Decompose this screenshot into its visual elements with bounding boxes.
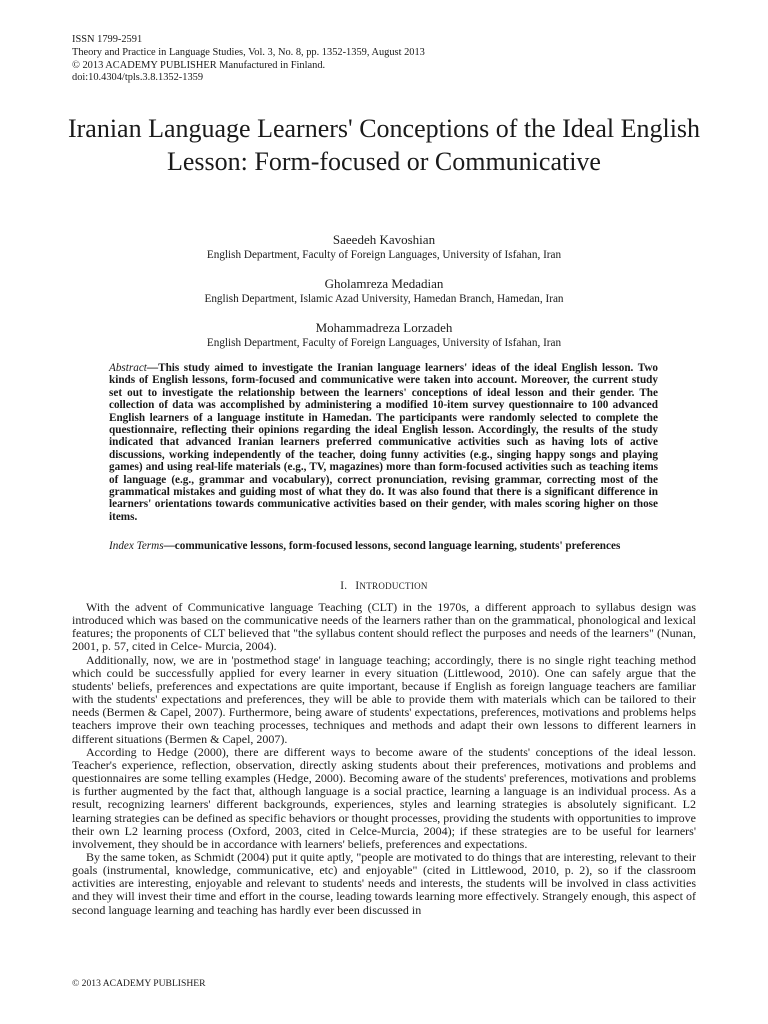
abstract xyxy=(109,362,658,523)
abstract-text: —This study aimed to investigate the Iranian language learners' ideas of the ideal English lesson. Two kinds of English lessons, form-focused and communicative were taken into account. Moreover, the current study set out to investigate the relationship between the learners' conceptions of ideal lesson and their gender. The collection of data was accomplished by administering a modified 10-item survey questionnaire to 100 advanced English learners of a language institute in Hamedan. The participants were randomly selected to complete the questionnaire, reflecting their opinions regarding the ideal English lesson. Accordingly, the results of the study indicated that advanced Iranian learners preferred communicative activities such as having lots of active discussions, working independently of the teacher, doing funny activities (e.g., singing happy songs and playing games) and using real-life materials (e.g., TV, magazines) more than form-focused activities such as teaching items of language (e.g., grammar and vocabulary), correct pronunciation, revising grammar, correcting most of the grammatical mistakes and guiding most of what they do. It was also found that there is a significant difference in learners' orientations towards communicative activities based on their gender, with males scoring higher on those items. xyxy=(109,362,658,523)
section-heading xyxy=(0,580,768,592)
index-terms-label: Index Terms xyxy=(109,540,164,552)
author-affiliation: English Department, Faculty of Foreign Languages, University of Isfahan, Iran xyxy=(206,337,562,349)
section-title-rest: NTRODUCTION xyxy=(359,581,428,591)
paper-title: Iranian Language Learners' Conceptions of the Ideal English Lesson: Form-focused or Communicative xyxy=(67,114,701,176)
author-affiliation: English Department, Faculty of Foreign Languages, University of Isfahan, Iran xyxy=(206,249,562,261)
body-paragraph: By the same token, as Schmidt (2004) put it quite aptly, "people are motivated to do things that are interesting, relevant to their goals (instrumental, knowledge, communicative, etc) and enjoyable" (cited in Littlewood, 2010, p. 2), so if the classroom activities are interesting, enjoyable and relevant to students' needs and interests, the students will be involved in class activities and they will invest their time and effort in the course, leading towards learning more effectively. Strangely enough, this aspect of second language learning and teaching has hardly ever been discussed in xyxy=(72,849,696,917)
body-paragraph: Additionally, now, we are in 'postmethod stage' in language teaching; accordingly, there is no single right teaching method which could be successfully applied for every learner in every situation (Littlewood, 2010). One can safely argue that the students' beliefs, preferences and expectations are quite important, because if English as foreign language teachers are familiar with the students' expectations and preferences, they will be able to provide them with materials which can be tailored to their needs (Bermen & Capel, 2007). Furthermore, being aware of students' expectations, preferences, motivations and problems helps teachers improve their own teaching processes, techniques and methods and adapt their own lessons to different learners in different situations (Bermen & Capel, 2007). xyxy=(72,652,696,746)
author-affiliation: English Department, Islamic Azad University, Hamedan Branch, Hamedan, Iran xyxy=(204,293,564,305)
section-title-initial: I xyxy=(355,580,360,592)
issn: ISSN 1799-2591 xyxy=(72,34,143,45)
page-footer: © 2013 ACADEMY PUBLISHER xyxy=(72,978,206,989)
journal-citation: Theory and Practice in Language Studies, Vol. 3, No. 8, pp. 1352-1359, August 2013 xyxy=(72,46,425,58)
author-block xyxy=(0,232,768,263)
copyright-notice: © 2013 ACADEMY PUBLISHER Manufactured in Finland. xyxy=(72,59,326,71)
abstract-label: Abstract xyxy=(109,362,147,374)
body-text xyxy=(72,601,696,917)
doi: doi:10.4304/tpls.3.8.1352-1359 xyxy=(72,72,204,84)
body-paragraph: According to Hedge (2000), there are different ways to become aware of the students' conceptions of the ideal lesson. Teacher's experience, reflection, observation, directly asking students about their preferences, motivations and problems and questionnaires are some telling examples (Hedge, 2000). Becoming aware of the students' preferences, motivations and problems is further augmented by the fact that, although language is a social practice, learning a language is an individual process. As a result, recognizing learners' different backgrounds, experiences, styles and learning strategies is absolutely significant. L2 learning strategies can be defined as specific behaviors or thought processes, providing the students with opportunities to improve their own L2 learning process (Oxford, 2003, cited in Celce-Murcia, 2004); if these strategies are to be useful for learners' involvement, they should be in accordance with learners' beliefs, preferences and expectations. xyxy=(72,744,696,851)
index-terms-text: —communicative lessons, form-focused lessons, second language learning, students' preferences xyxy=(163,540,621,552)
body-paragraph: With the advent of Communicative language Teaching (CLT) in the 1970s, a different approach to syllabus design was introduced which was based on the communicative needs of the learners rather than on the grammatical, phonological and lexical features; the proponents of CLT believed that "the syllabus content should reflect the purposes and needs of the learners" (Nunan, 2001, p. 57, cited in Celce- Murcia, 2004). xyxy=(72,600,696,654)
author-block xyxy=(0,276,768,307)
author-block xyxy=(0,320,768,351)
journal-header xyxy=(72,34,425,85)
author-name: Mohammadreza Lorzadeh xyxy=(315,320,453,335)
section-number: I. xyxy=(340,580,348,592)
author-name: Gholamreza Medadian xyxy=(324,276,444,291)
index-terms xyxy=(109,540,669,553)
author-name: Saeedeh Kavoshian xyxy=(332,232,436,247)
